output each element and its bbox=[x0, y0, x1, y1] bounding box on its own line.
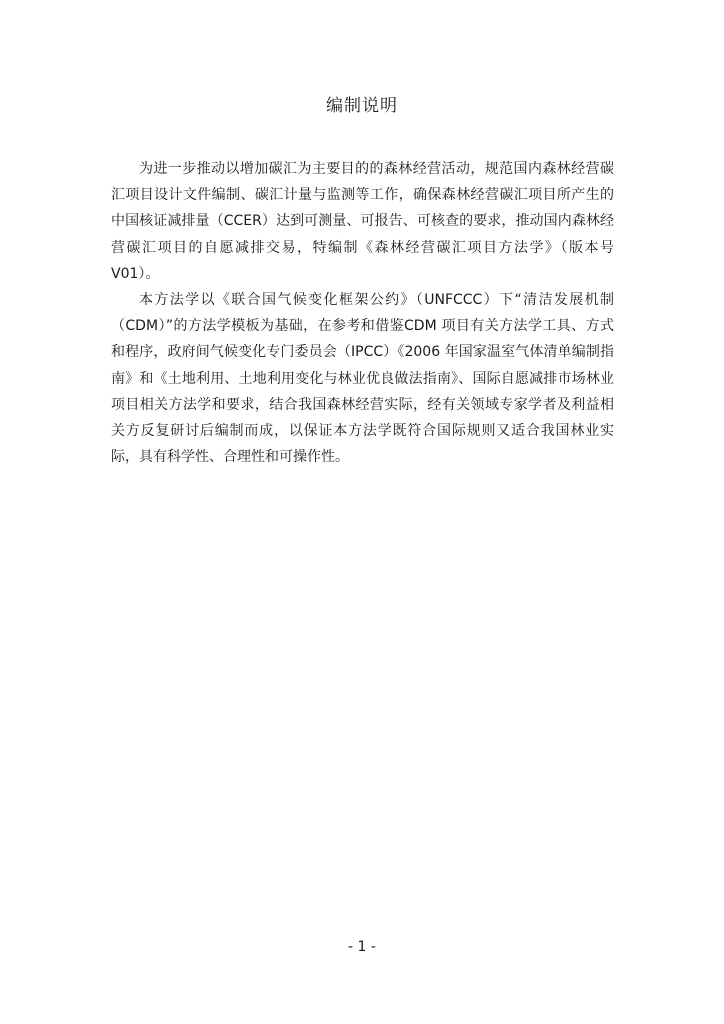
paragraph: 为进一步推动以增加碳汇为主要目的的森林经营活动，规范国内森林经营碳汇项目设计文件编制、碳汇计量与监测等工作，确保森林经营碳汇项目所产生的中国核证减排量（CCER）达到可测量、可报告、可核查的要求，推动国内森林经营碳汇项目的自愿减排交易，特编制《森林经营碳汇项目方法学》（版本号V01）。 bbox=[111, 161, 614, 282]
document-body bbox=[111, 156, 614, 470]
page-number: - 1 - bbox=[348, 939, 376, 955]
paragraph: 本方法学以《联合国气候变化框架公约》（UNFCCC）下“清洁发展机制（CDM）”的方法学模板为基础，在参考和借鉴CDM 项目有关方法学工具、方式和程序，政府间气候变化专门委员会（IPCC）《2006 年国家温室气体清单编制指南》和《土地利用、土地利用变化与林业优良做法指南》、国际自愿减排市场林业项目相关方法学和要求，结合我国森林经营实际，经有关领域专家学者及利益相关方反复研讨后编制而成，以保证本方法学既符合国际规则又适合我国林业实际，具有科学性、合理性和可操作性。 bbox=[111, 292, 614, 466]
document-title: 编制说明 bbox=[326, 96, 398, 116]
